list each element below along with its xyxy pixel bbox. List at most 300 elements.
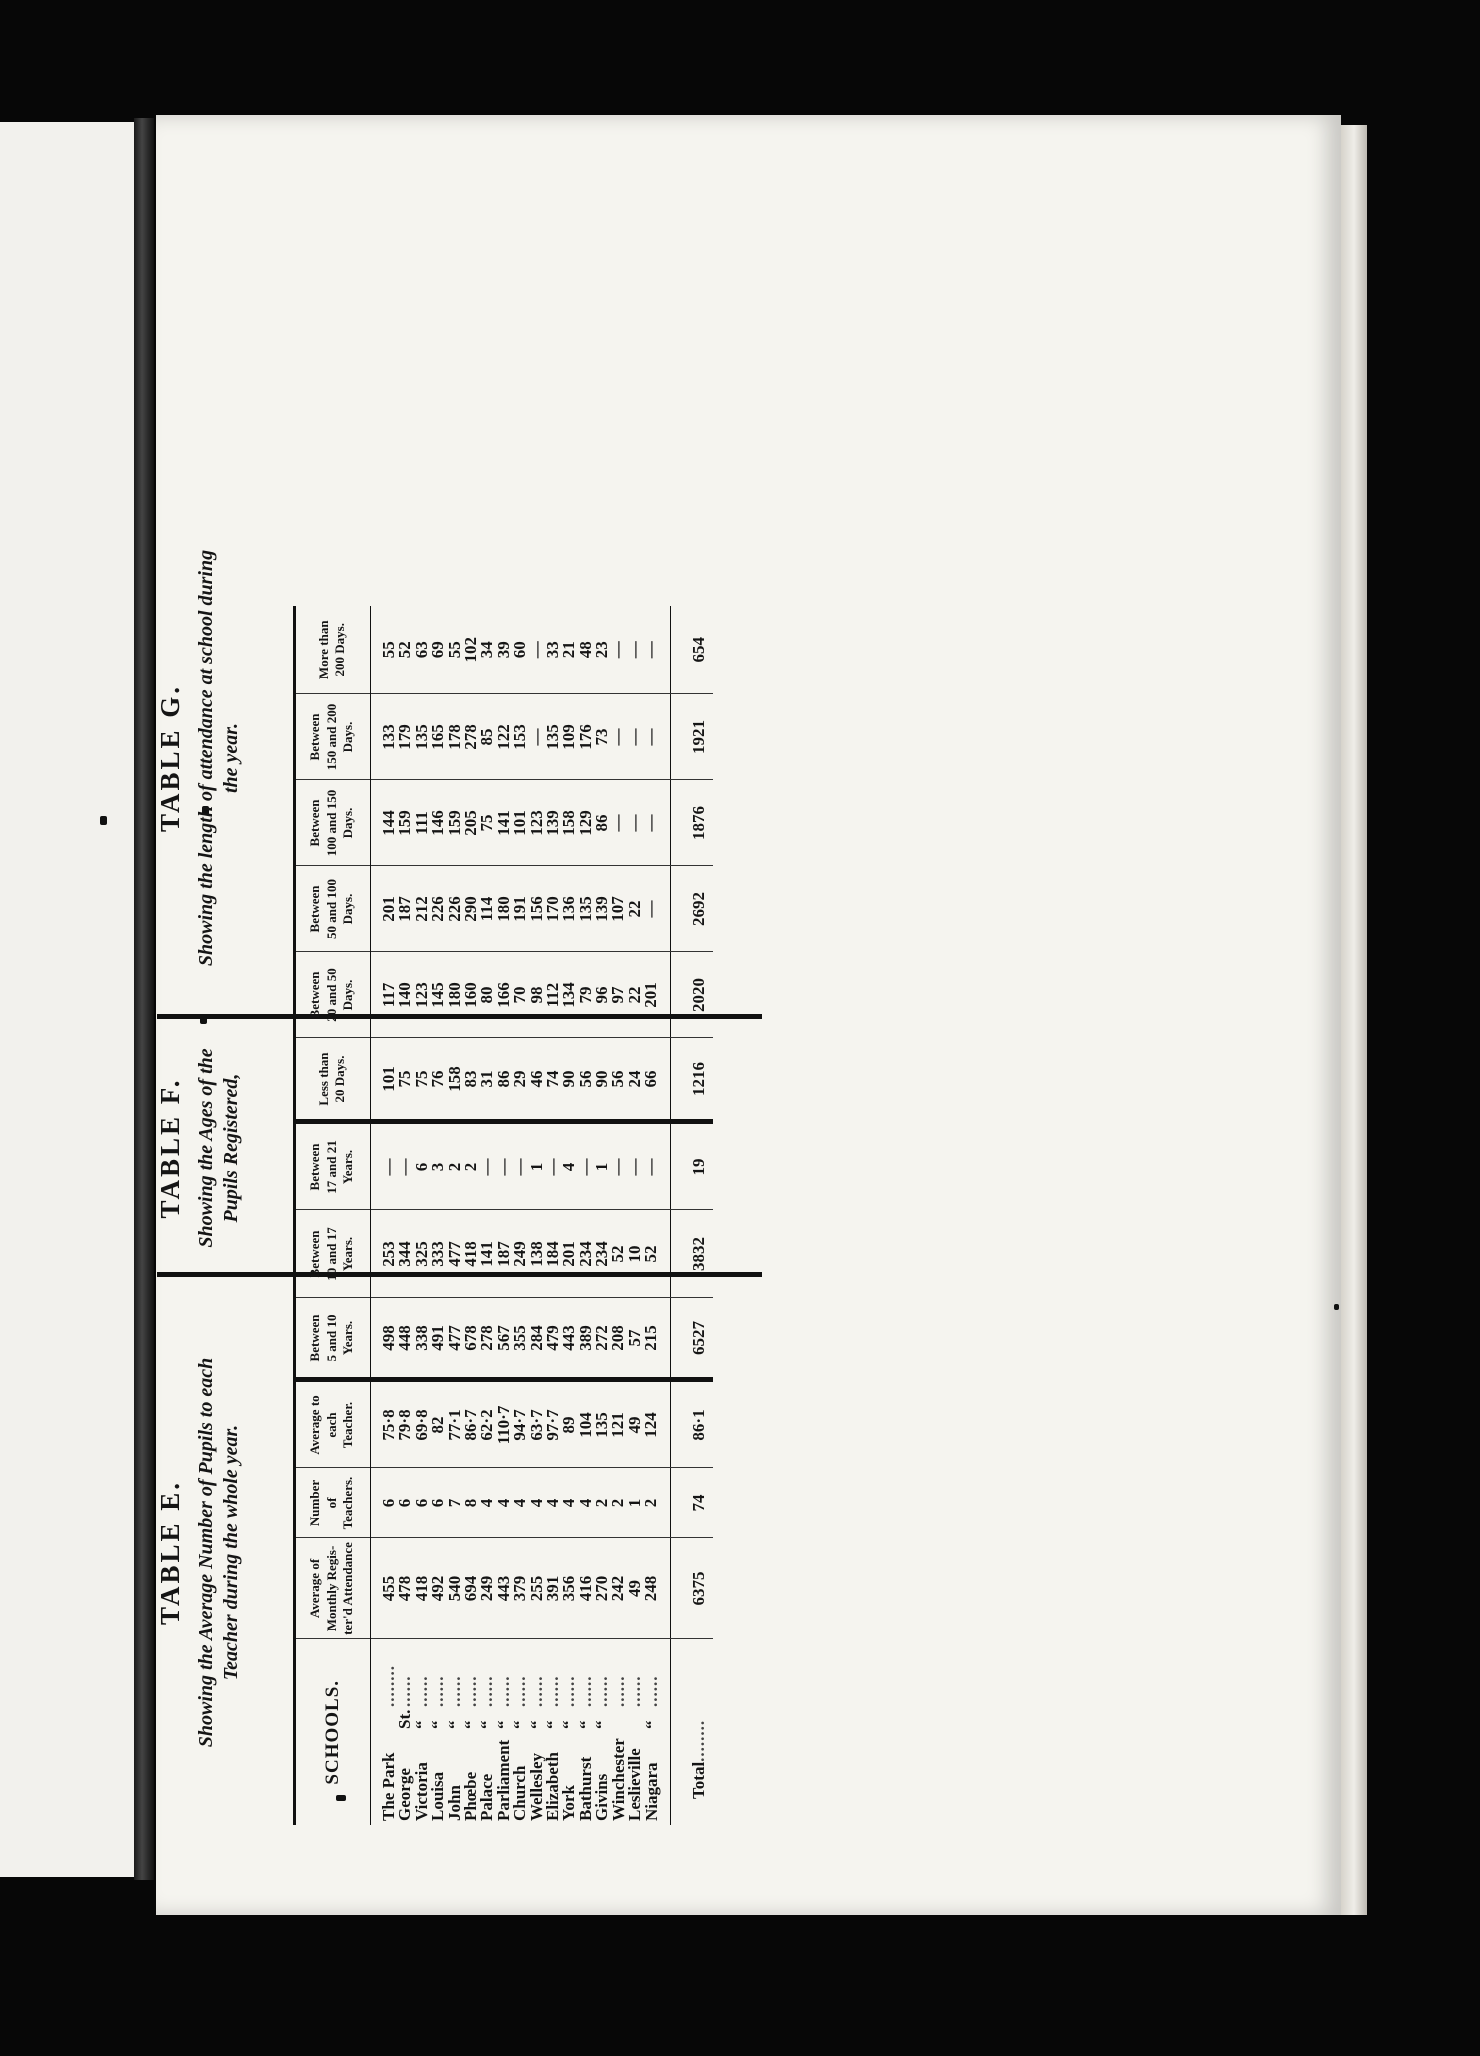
table-cell: 75·8 <box>379 1409 398 1441</box>
table-cell: 4 <box>542 1498 562 1508</box>
table-cell: 492 <box>428 1575 448 1602</box>
table-g-heading <box>155 503 244 1013</box>
table-cell: 90 <box>559 1070 579 1088</box>
table-cell: — <box>526 641 546 659</box>
header-more-200-days: More than 200 Days. <box>295 606 371 694</box>
table-cell: 75 <box>395 1070 415 1088</box>
leader-dots: ...... <box>592 1675 612 1707</box>
table-cell: 57 <box>624 1329 644 1347</box>
table-cell: 416 <box>575 1575 595 1602</box>
table-cell: 112 <box>542 982 562 1008</box>
data-body-row <box>371 606 671 1825</box>
table-cell: 379 <box>510 1575 530 1602</box>
school-suffix: “ <box>592 1720 612 1729</box>
header-schools: SCHOOLS. <box>295 1639 371 1825</box>
table-cell: — <box>608 1158 628 1176</box>
table-cell: 22 <box>624 986 644 1004</box>
table-cell: 478 <box>395 1575 415 1602</box>
table-cell: 135 <box>542 724 562 750</box>
table-cell: 124 <box>641 1412 661 1438</box>
total-num-teachers: 74 <box>670 1468 713 1538</box>
table-cell: 85 <box>477 728 497 746</box>
table-cell: 83 <box>460 1070 480 1088</box>
table-cell: 75 <box>411 1070 431 1088</box>
table-cell: 6 <box>411 1162 431 1172</box>
table-cell: 156 <box>526 896 546 922</box>
table-cell: 114 <box>477 896 497 922</box>
school-name: York <box>559 1785 579 1821</box>
table-cell: — <box>624 728 644 746</box>
table-cell: 21 <box>559 641 579 659</box>
table-f-subtitle-1: Showing the Ages of the <box>195 1048 217 1248</box>
leader-dots: ........ <box>379 1665 398 1707</box>
table-cell: 170 <box>542 896 562 922</box>
table-cell: 498 <box>379 1325 398 1351</box>
table-cell: 4 <box>559 1498 579 1508</box>
table-cell: 31 <box>477 1070 497 1088</box>
school-suffix: “ <box>543 1720 563 1729</box>
table-cell: 39 <box>493 641 513 659</box>
school-suffix: “ <box>559 1720 579 1729</box>
table-cell: 153 <box>510 724 530 750</box>
rotated-tables <box>155 325 775 1825</box>
table-cell: 98 <box>526 986 546 1004</box>
table-cell: 24 <box>624 1070 644 1088</box>
table-cell: 205 <box>460 810 480 836</box>
table-cell: 418 <box>411 1575 431 1602</box>
table-g-subtitle-2: the year. <box>220 723 242 793</box>
table-cell: 333 <box>428 1241 448 1267</box>
header-avg-monthly: Average of Monthly Regis- ter'd Attendance <box>295 1538 371 1639</box>
leader-dots: ...... <box>428 1675 448 1707</box>
150-200-days-column <box>371 694 671 780</box>
table-cell: 1 <box>526 1162 546 1172</box>
total-less-20-days: 1216 <box>670 1038 713 1122</box>
table-cell: 63 <box>411 641 431 659</box>
statistics-table <box>293 606 713 1825</box>
table-cell: — <box>477 1158 497 1176</box>
table-cell: 540 <box>444 1575 464 1602</box>
table-cell: — <box>575 1158 595 1176</box>
header-row <box>295 606 371 1825</box>
table-cell: 107 <box>608 896 628 922</box>
table-cell: 33 <box>542 641 562 659</box>
table-cell: — <box>608 814 628 832</box>
less-20-days-column <box>371 1038 671 1122</box>
header-num-teachers: Number of Teachers. <box>295 1468 371 1538</box>
age-10-17-column <box>371 1210 671 1298</box>
school-name: Wellesley <box>526 1753 546 1821</box>
table-cell: 136 <box>559 896 579 922</box>
table-e-title: TABLE E. <box>155 1479 185 1626</box>
table-cell: 2 <box>444 1162 464 1172</box>
table-cell: 66 <box>641 1070 661 1088</box>
table-cell: 73 <box>592 728 612 746</box>
table-cell: 160 <box>460 982 480 1008</box>
table-cell: 191 <box>510 896 530 922</box>
table-cell: 46 <box>526 1070 546 1088</box>
table-cell: — <box>493 1158 513 1176</box>
school-suffix: “ <box>510 1720 530 1729</box>
table-cell: — <box>641 1158 661 1176</box>
page-stack-edge <box>1341 125 1367 1915</box>
table-cell: 6 <box>411 1498 431 1508</box>
table-cell: 6 <box>379 1498 398 1508</box>
table-cell: 69·8 <box>411 1409 431 1441</box>
table-cell: 123 <box>411 982 431 1008</box>
table-cell: 187 <box>395 896 415 922</box>
scan-speck <box>100 816 107 825</box>
table-cell: 74 <box>542 1070 562 1088</box>
table-cell: 122 <box>493 724 513 750</box>
table-cell: 86 <box>493 1070 513 1088</box>
50-100-days-column <box>371 866 671 952</box>
header-less-20-days: Less than 20 Days. <box>295 1038 371 1122</box>
total-label-cell <box>670 1639 713 1825</box>
table-cell: 4 <box>510 1498 530 1508</box>
table-cell: 479 <box>542 1325 562 1351</box>
table-cell: 234 <box>592 1241 612 1267</box>
leader-dots: ...... <box>477 1675 497 1707</box>
table-cell: 418 <box>460 1241 480 1267</box>
table-cell: 159 <box>395 810 415 836</box>
table-cell: 2 <box>460 1162 480 1172</box>
table-cell: 117 <box>379 982 398 1008</box>
table-cell: 201 <box>641 982 661 1008</box>
table-cell: 144 <box>379 810 398 836</box>
table-cell: 242 <box>608 1575 628 1602</box>
table-cell: 678 <box>460 1325 480 1351</box>
total-age-17-21: 19 <box>670 1122 713 1210</box>
table-cell: 255 <box>526 1575 546 1602</box>
header-50-100-days: Between 50 and 100 Days. <box>295 866 371 952</box>
table-cell: 89 <box>559 1416 579 1434</box>
table-cell: — <box>542 1158 562 1176</box>
table-cell: 208 <box>608 1325 628 1351</box>
table-cell: — <box>608 641 628 659</box>
table-cell: 270 <box>592 1575 612 1602</box>
school-name: George <box>395 1768 415 1821</box>
school-name: Phœbe <box>461 1771 481 1821</box>
20-50-days-column <box>371 952 671 1038</box>
table-cell: 158 <box>559 810 579 836</box>
table-cell: 90 <box>592 1070 612 1088</box>
header-age-5-10: Between 5 and 10 Years. <box>295 1298 371 1380</box>
table-cell: 141 <box>477 1241 497 1267</box>
total-50-100-days: 2692 <box>670 866 713 952</box>
table-cell: 134 <box>559 982 579 1008</box>
school-row-label <box>641 1642 661 1822</box>
school-suffix: “ <box>428 1720 448 1729</box>
table-cell: 248 <box>641 1575 661 1602</box>
leader-dots: ...... <box>543 1675 563 1707</box>
table-cell: 4 <box>477 1498 497 1508</box>
total-avg-monthly: 6375 <box>670 1538 713 1639</box>
table-cell: 278 <box>477 1325 497 1351</box>
avg-each-teacher-column <box>371 1380 671 1468</box>
table-cell: 201 <box>379 896 398 922</box>
table-cell: 63·7 <box>526 1409 546 1441</box>
header-20-50-days: Between 20 and 50 Days. <box>295 952 371 1038</box>
table-cell: 2 <box>608 1498 628 1508</box>
school-suffix <box>611 1707 627 1729</box>
table-f-subtitle-2: Pupils Registered, <box>220 1073 242 1223</box>
total-leader-dots: ........ <box>688 1719 708 1762</box>
table-cell: 355 <box>510 1325 530 1351</box>
table-cell: 7 <box>444 1498 464 1508</box>
table-f-heading <box>155 1023 244 1273</box>
table-cell: 80 <box>477 986 497 1004</box>
table-cell: 140 <box>395 982 415 1008</box>
table-cell: 146 <box>428 810 448 836</box>
school-suffix: “ <box>444 1720 464 1729</box>
school-suffix: “ <box>411 1720 431 1729</box>
table-cell: 97·7 <box>542 1409 562 1441</box>
school-name: Louisa <box>428 1771 448 1821</box>
table-cell: 165 <box>428 724 448 750</box>
book-gutter <box>134 118 154 1880</box>
table-cell: 75 <box>477 814 497 832</box>
total-label: Total <box>688 1761 708 1799</box>
table-cell: 111 <box>411 811 431 835</box>
more-200-days-column <box>371 606 671 694</box>
school-name: Winchester <box>608 1738 628 1821</box>
table-cell: — <box>395 1158 415 1176</box>
table-cell: 215 <box>641 1325 661 1351</box>
table-cell: — <box>510 1158 530 1176</box>
header-age-17-21: Between 17 and 21 Years. <box>295 1122 371 1210</box>
school-suffix: “ <box>526 1720 546 1729</box>
table-cell: 180 <box>493 896 513 922</box>
table-cell: 79 <box>575 986 595 1004</box>
table-cell: 338 <box>411 1325 431 1351</box>
table-cell: 77·1 <box>444 1409 464 1441</box>
table-cell: 94·7 <box>510 1409 530 1441</box>
school-name: Palace <box>477 1773 497 1821</box>
table-cell: — <box>526 728 546 746</box>
table-cell: 166 <box>493 982 513 1008</box>
total-row <box>670 606 713 1825</box>
table-cell: 48 <box>575 641 595 659</box>
table-cell: 56 <box>575 1070 595 1088</box>
table-cell: 443 <box>559 1325 579 1351</box>
table-cell: 4 <box>493 1498 513 1508</box>
table-cell: — <box>641 900 661 918</box>
table-cell: 70 <box>510 986 530 1004</box>
leader-dots: ...... <box>510 1675 530 1707</box>
table-cell: 56 <box>608 1070 628 1088</box>
table-cell: 278 <box>460 724 480 750</box>
table-cell: 249 <box>477 1575 497 1602</box>
table-cell: 2 <box>641 1498 661 1508</box>
leader-dots: ...... <box>395 1675 415 1707</box>
table-cell: 4 <box>526 1498 546 1508</box>
facing-page-edge <box>0 122 140 1877</box>
table-cell: 133 <box>379 724 398 750</box>
school-suffix: St. <box>395 1709 415 1729</box>
table-cell: 96 <box>592 986 612 1004</box>
table-cell: 101 <box>379 1066 398 1092</box>
total-100-150-days: 1876 <box>670 780 713 866</box>
table-cell: 101 <box>510 810 530 836</box>
table-cell: 180 <box>444 982 464 1008</box>
table-cell: 391 <box>542 1575 562 1602</box>
school-name: Givins <box>592 1773 612 1821</box>
table-cell: 234 <box>575 1241 595 1267</box>
table-cell: 4 <box>575 1498 595 1508</box>
leader-dots: ...... <box>608 1675 628 1707</box>
school-name: Niagara <box>641 1762 661 1821</box>
header-150-200-days: Between 150 and 200 Days. <box>295 694 371 780</box>
table-e-heading <box>155 1280 244 1825</box>
school-suffix: “ <box>575 1720 595 1729</box>
table-cell: — <box>608 728 628 746</box>
table-cell: 139 <box>592 896 612 922</box>
table-cell: 86·7 <box>460 1409 480 1441</box>
table-cell: 69 <box>428 641 448 659</box>
table-cell: 4 <box>559 1162 579 1172</box>
table-cell: 138 <box>526 1241 546 1267</box>
table-cell: 491 <box>428 1325 448 1351</box>
table-cell: 60 <box>510 641 530 659</box>
table-cell: — <box>624 1158 644 1176</box>
avg-monthly-column <box>371 1538 671 1639</box>
table-cell: 6 <box>428 1498 448 1508</box>
table-cell: — <box>641 814 661 832</box>
table-cell: 23 <box>592 641 612 659</box>
school-name: Elizabeth <box>543 1752 563 1821</box>
table-cell: 104 <box>575 1412 595 1438</box>
table-cell: 55 <box>379 641 398 659</box>
table-cell: 6 <box>395 1498 415 1508</box>
leader-dots: ...... <box>444 1675 464 1707</box>
table-cell: 86 <box>592 814 612 832</box>
table-cell: 76 <box>428 1070 448 1088</box>
leader-dots: ...... <box>461 1675 481 1707</box>
header-avg-each-teacher: Average to each Teacher. <box>295 1380 371 1468</box>
table-cell: 145 <box>428 982 448 1008</box>
school-name: John <box>444 1785 464 1821</box>
leader-dots: ...... <box>493 1675 513 1707</box>
table-g-subtitle-1: Showing the length of attendance at school during <box>195 549 217 967</box>
leader-dots: ...... <box>575 1675 595 1707</box>
table-cell: 249 <box>510 1241 530 1267</box>
table-cell: 344 <box>395 1241 415 1267</box>
table-cell: 178 <box>444 724 464 750</box>
table-cell: 356 <box>559 1575 579 1602</box>
header-age-10-17: Between 10 and 17 Years. <box>295 1210 371 1298</box>
school-name: Parliament <box>493 1739 513 1821</box>
table-cell: 52 <box>641 1245 661 1263</box>
table-cell: 123 <box>526 810 546 836</box>
table-cell: 389 <box>575 1325 595 1351</box>
table-cell: 121 <box>608 1412 628 1438</box>
table-cell: 139 <box>542 810 562 836</box>
table-cell: 49 <box>624 1416 644 1434</box>
table-cell: 325 <box>411 1241 431 1267</box>
leader-dots: ...... <box>411 1675 431 1707</box>
school-name: The Park <box>379 1752 398 1821</box>
leader-dots: ...... <box>526 1675 546 1707</box>
total-avg-each-teacher: 86·1 <box>670 1380 713 1468</box>
total-age-10-17: 3832 <box>670 1210 713 1298</box>
table-cell: 52 <box>608 1245 628 1263</box>
table-cell: 187 <box>493 1241 513 1267</box>
table-cell: 443 <box>493 1575 513 1602</box>
num-teachers-column <box>371 1468 671 1538</box>
table-cell: — <box>379 1158 398 1176</box>
leader-dots: ...... <box>559 1675 579 1707</box>
table-cell: 135 <box>592 1412 612 1438</box>
table-cell: 2 <box>592 1498 612 1508</box>
school-name: Bathurst <box>575 1756 595 1821</box>
table-cell: 226 <box>444 896 464 922</box>
100-150-days-column <box>371 780 671 866</box>
table-cell: 22 <box>624 900 644 918</box>
table-cell: 109 <box>559 724 579 750</box>
table-cell: 284 <box>526 1325 546 1351</box>
total-age-5-10: 6527 <box>670 1298 713 1380</box>
school-name: Victoria <box>411 1762 431 1821</box>
total-more-200-days: 654 <box>670 606 713 694</box>
table-cell: 10 <box>624 1245 644 1263</box>
table-cell: 62·2 <box>477 1409 497 1441</box>
table-cell: 29 <box>510 1070 530 1088</box>
table-cell: 212 <box>411 896 431 922</box>
table-g-title: TABLE G. <box>155 683 185 833</box>
table-cell: 141 <box>493 810 513 836</box>
table-cell: 3 <box>428 1162 448 1172</box>
table-cell: 179 <box>395 724 415 750</box>
table-cell: 110·7 <box>493 1405 513 1445</box>
table-cell: 97 <box>608 986 628 1004</box>
leader-dots: ...... <box>625 1675 645 1707</box>
total-20-50-days: 2020 <box>670 952 713 1038</box>
table-cell: — <box>624 814 644 832</box>
table-cell: 129 <box>575 810 595 836</box>
school-names-column <box>371 1639 671 1825</box>
header-100-150-days: Between 100 and 150 Days. <box>295 780 371 866</box>
table-cell: 1 <box>592 1162 612 1172</box>
school-suffix: “ <box>461 1720 481 1729</box>
table-cell: 694 <box>460 1575 480 1602</box>
table-cell: 79·8 <box>395 1409 415 1441</box>
table-cell: 52 <box>395 641 415 659</box>
school-name: Church <box>510 1765 530 1821</box>
school-name: Leslieville <box>625 1748 645 1821</box>
table-cell: 159 <box>444 810 464 836</box>
table-cell: 184 <box>542 1241 562 1267</box>
table-headings <box>155 325 283 1825</box>
school-suffix: “ <box>493 1720 513 1729</box>
table-cell: 226 <box>428 896 448 922</box>
table-cell: — <box>641 728 661 746</box>
age-5-10-column <box>371 1298 671 1380</box>
table-cell: 176 <box>575 724 595 750</box>
table-cell: 55 <box>444 641 464 659</box>
leader-dots: ...... <box>641 1675 661 1707</box>
table-cell: 477 <box>444 1241 464 1267</box>
table-cell: 253 <box>379 1241 398 1267</box>
table-cell: 448 <box>395 1325 415 1351</box>
table-cell: 82 <box>428 1416 448 1434</box>
table-cell: 477 <box>444 1325 464 1351</box>
age-17-21-column <box>371 1122 671 1210</box>
table-cell: 49 <box>624 1580 644 1597</box>
table-cell: 135 <box>411 724 431 750</box>
total-150-200-days: 1921 <box>670 694 713 780</box>
table-cell: 272 <box>592 1325 612 1351</box>
